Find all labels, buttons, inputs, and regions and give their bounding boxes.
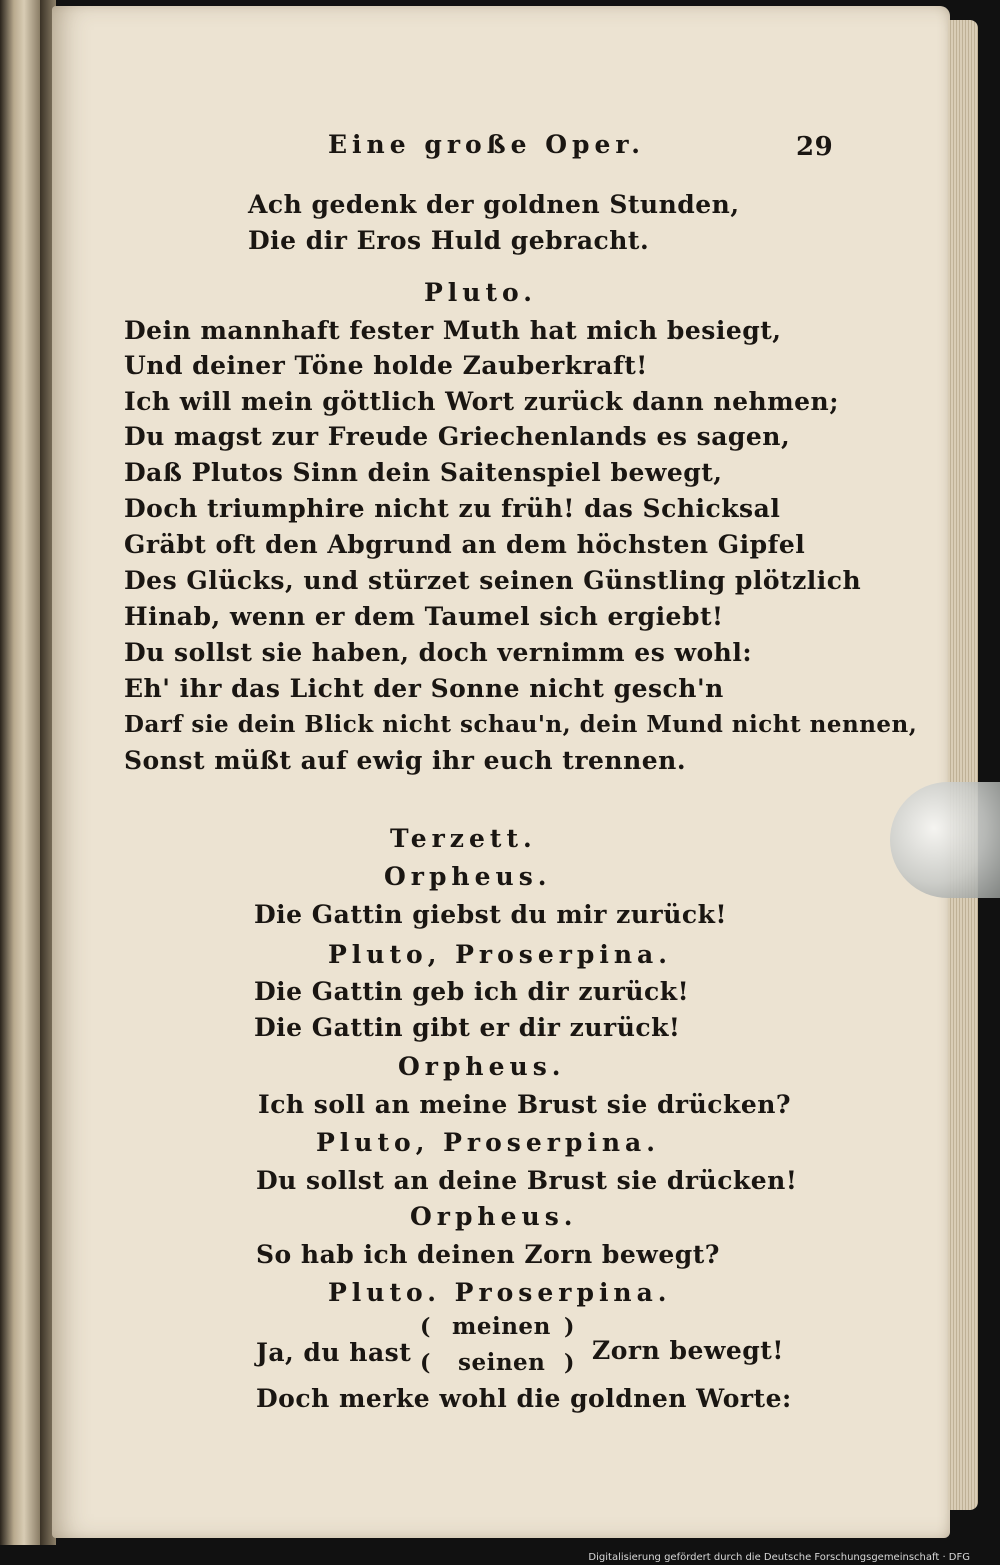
verse-line: Hinab, wenn er dem Taumel sich ergiebt! [124,602,724,631]
left-page-edge [0,0,40,1545]
page-number: 29 [796,132,834,162]
verse-line: Dein mannhaft fester Muth hat mich besiegt, [124,316,782,345]
verse-line: Die dir Eros Huld gebracht. [248,226,650,255]
funding-footer: Digitalisierung gefördert durch die Deutsche Forschungsgemeinschaft · DFG [588,1552,970,1563]
section-heading: Terzett. [390,824,537,853]
verse-line: Des Glücks, und stürzet seinen Günstling plötzlich [124,566,862,595]
verse-line: Sonst müßt auf ewig ihr euch trennen. [124,746,687,775]
verse-line: Doch merke wohl die goldnen Worte: [256,1384,792,1413]
page-stack-edge [948,20,978,1510]
verse-line: Die Gattin geb ich dir zurück! [254,977,690,1006]
verse-line-start: Ja, du hast [256,1338,412,1367]
verse-line: Die Gattin gibt er dir zurück! [254,1013,681,1042]
verse-line: Du sollst an deine Brust sie drücken! [256,1166,798,1195]
speaker-heading: Pluto, Proserpina. [328,940,672,969]
verse-line: Die Gattin giebst du mir zurück! [254,900,727,929]
speaker-heading: Pluto. Proserpina. [328,1278,672,1307]
verse-line: Ich will mein göttlich Wort zurück dann nehmen; [124,387,839,416]
bracket-open-top: ( [420,1314,431,1340]
alternative-word: meinen [452,1313,551,1340]
speaker-heading: Orpheus. [398,1052,566,1081]
verse-line: Und deiner Töne holde Zauberkraft! [124,351,648,380]
page-clip [890,782,1000,898]
verse-line: Eh' ihr das Licht der Sonne nicht gesch'n [124,674,724,703]
running-title: Eine große Oper. [328,130,646,159]
verse-line: Darf sie dein Blick nicht schau'n, dein Mund nicht nennen, [124,711,918,738]
verse-line: Doch triumphire nicht zu früh! das Schicksal [124,494,781,523]
verse-line-end: Zorn bewegt! [592,1336,784,1365]
verse-line: Daß Plutos Sinn dein Saitenspiel bewegt, [124,458,723,487]
speaker-heading: Pluto. [424,278,537,307]
bracket-close-bottom: ) [564,1350,575,1376]
speaker-heading: Pluto, Proserpina. [316,1128,660,1157]
speaker-heading: Orpheus. [384,862,552,891]
bracket-close-top: ) [564,1314,575,1340]
verse-line: Du sollst sie haben, doch vernimm es wohl: [124,638,753,667]
speaker-heading: Orpheus. [410,1202,578,1231]
verse-line: Du magst zur Freude Griechenlands es sagen, [124,422,791,451]
alternative-word: seinen [458,1349,546,1376]
verse-line: So hab ich deinen Zorn bewegt? [256,1240,720,1269]
verse-line: Gräbt oft den Abgrund an dem höchsten Gipfel [124,530,806,559]
verse-line: Ich soll an meine Brust sie drücken? [258,1090,792,1119]
verse-line: Ach gedenk der goldnen Stunden, [248,190,740,219]
bracket-open-bottom: ( [420,1350,431,1376]
